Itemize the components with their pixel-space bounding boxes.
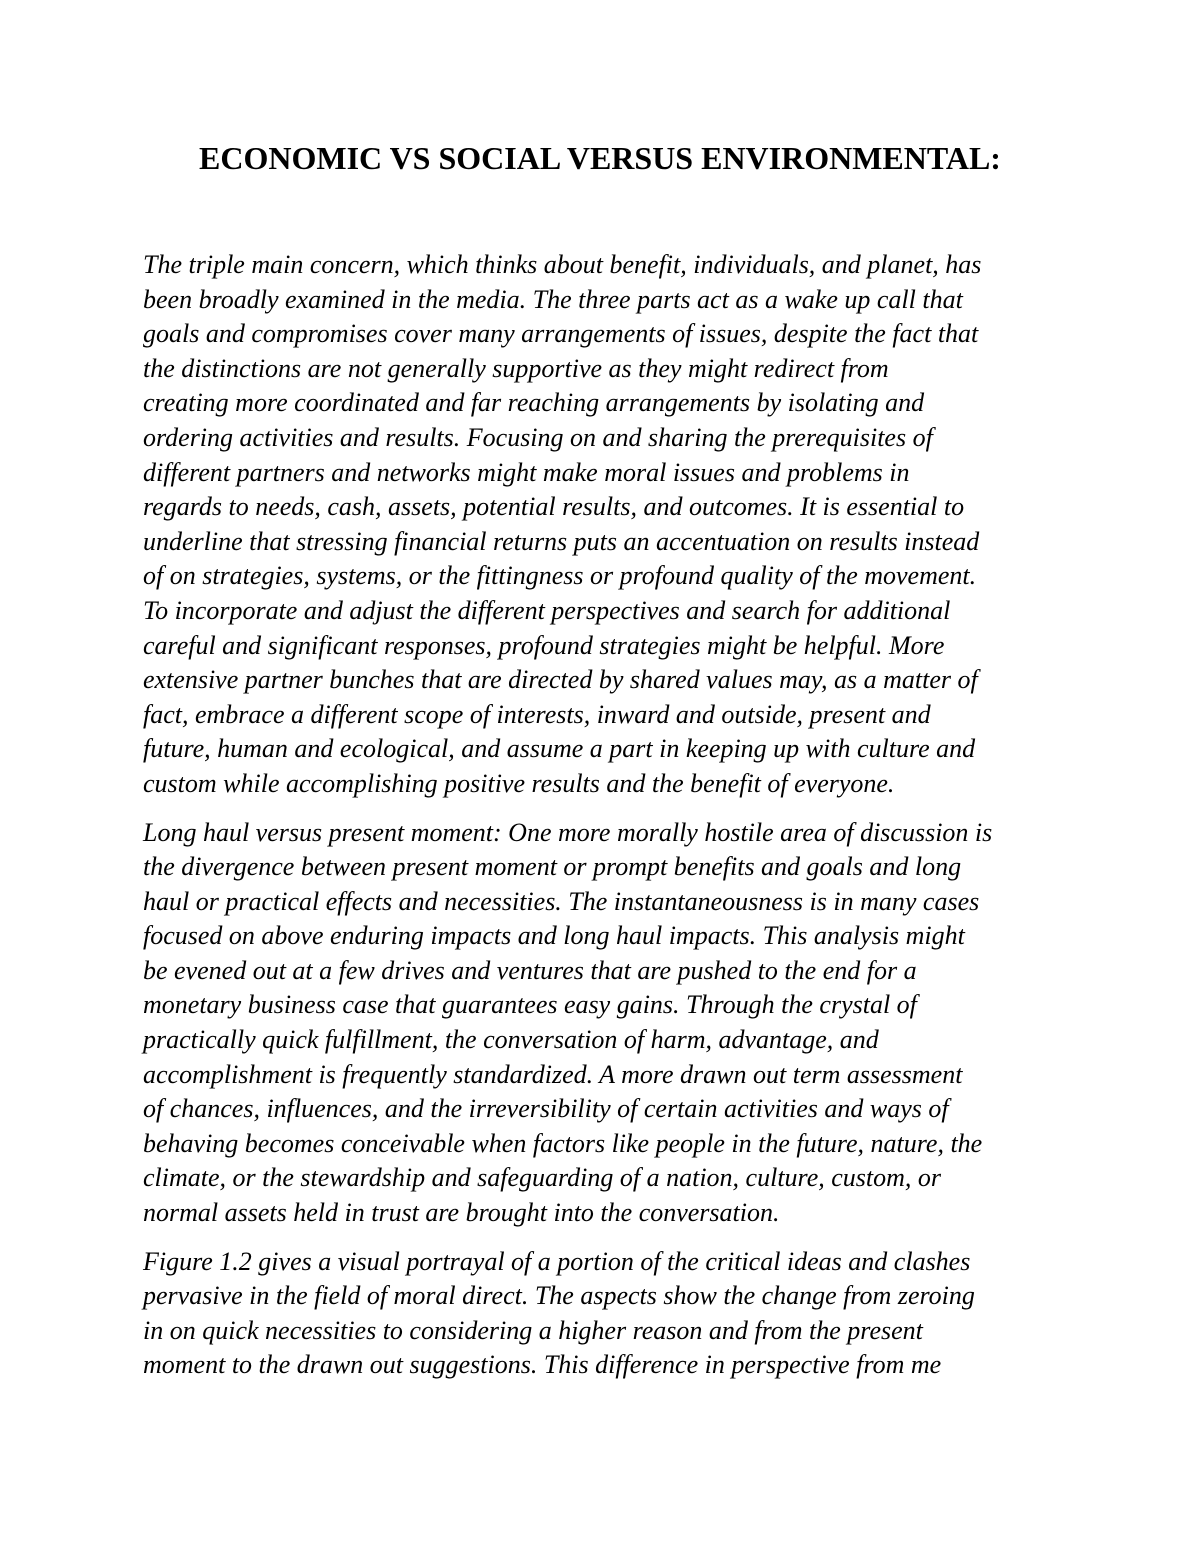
paragraph-line: regards to needs, cash, assets, potential results, and outcomes. It is essential to <box>143 492 965 522</box>
paragraph-line: of chances, influences, and the irreversibility of certain activities and ways of <box>143 1094 949 1124</box>
paragraph-line: future, human and ecological, and assume a part in keeping up with culture and <box>143 734 976 764</box>
paragraph-line: be evened out at a few drives and ventures that are pushed to the end for a <box>143 955 917 985</box>
paragraph-line: careful and significant responses, profound strategies might be helpful. More <box>143 630 945 660</box>
paragraph-line: of on strategies, systems, or the fittingness or profound quality of the movement. <box>143 561 977 591</box>
paragraph-line: practically quick fulfillment, the conversation of harm, advantage, and <box>143 1025 879 1055</box>
paragraph-line: monetary business case that guarantees easy gains. Through the crystal of <box>143 990 917 1020</box>
paragraph <box>143 816 1063 1231</box>
paragraph-line: the distinctions are not generally supportive as they might redirect from <box>143 353 889 383</box>
paragraph-line: moment to the drawn out suggestions. This difference in perspective from me <box>143 1350 942 1380</box>
paragraph-line: underline that stressing financial returns puts an accentuation on results instead <box>143 526 980 556</box>
paragraph-line: behaving becomes conceivable when factors like people in the future, nature, the <box>143 1128 983 1158</box>
paragraph-line: custom while accomplishing positive results and the benefit of everyone. <box>143 768 895 798</box>
paragraph-line: Long haul versus present moment: One more morally hostile area of discussion is <box>143 817 993 847</box>
paragraph <box>143 1245 1063 1383</box>
paragraph-line: climate, or the stewardship and safeguarding of a nation, culture, custom, or <box>143 1163 942 1193</box>
paragraph-line: haul or practical effects and necessities. The instantaneousness is in many cases <box>143 886 980 916</box>
paragraph <box>143 248 1063 802</box>
paragraph-line: focused on above enduring impacts and long haul impacts. This analysis might <box>143 921 965 951</box>
paragraph-line: ordering activities and results. Focusing on and sharing the prerequisites of <box>143 422 933 452</box>
paragraph-line: accomplishment is frequently standardized. A more drawn out term assessment <box>143 1059 963 1089</box>
paragraph-line: The triple main concern, which thinks about benefit, individuals, and planet, has <box>143 250 982 279</box>
paragraph-line: the divergence between present moment or prompt benefits and goals and long <box>143 852 962 882</box>
paragraph-line: fact, embrace a different scope of interests, inward and outside, present and <box>143 699 931 729</box>
document-body <box>143 248 1063 1397</box>
paragraph-line: creating more coordinated and far reaching arrangements by isolating and <box>143 388 925 418</box>
page-title: ECONOMIC VS SOCIAL VERSUS ENVIRONMENTAL: <box>199 140 1001 176</box>
paragraph-line: in on quick necessities to considering a higher reason and from the present <box>143 1315 923 1345</box>
paragraph-line: goals and compromises cover many arrangements of issues, despite the fact that <box>143 319 979 349</box>
paragraph-line: Figure 1.2 gives a visual portrayal of a portion of the critical ideas and clashes <box>143 1246 971 1276</box>
paragraph-line: normal assets held in trust are brought into the conversation. <box>143 1198 780 1228</box>
paragraph-line: been broadly examined in the media. The three parts act as a wake up call that <box>143 284 963 314</box>
paragraph-line: pervasive in the field of moral direct. The aspects show the change from zeroing <box>143 1281 975 1311</box>
paragraph-line: extensive partner bunches that are directed by shared values may, as a matter of <box>143 665 978 695</box>
paragraph-line: different partners and networks might make moral issues and problems in <box>143 457 910 487</box>
paragraph-line: To incorporate and adjust the different perspectives and search for additional <box>143 595 951 625</box>
